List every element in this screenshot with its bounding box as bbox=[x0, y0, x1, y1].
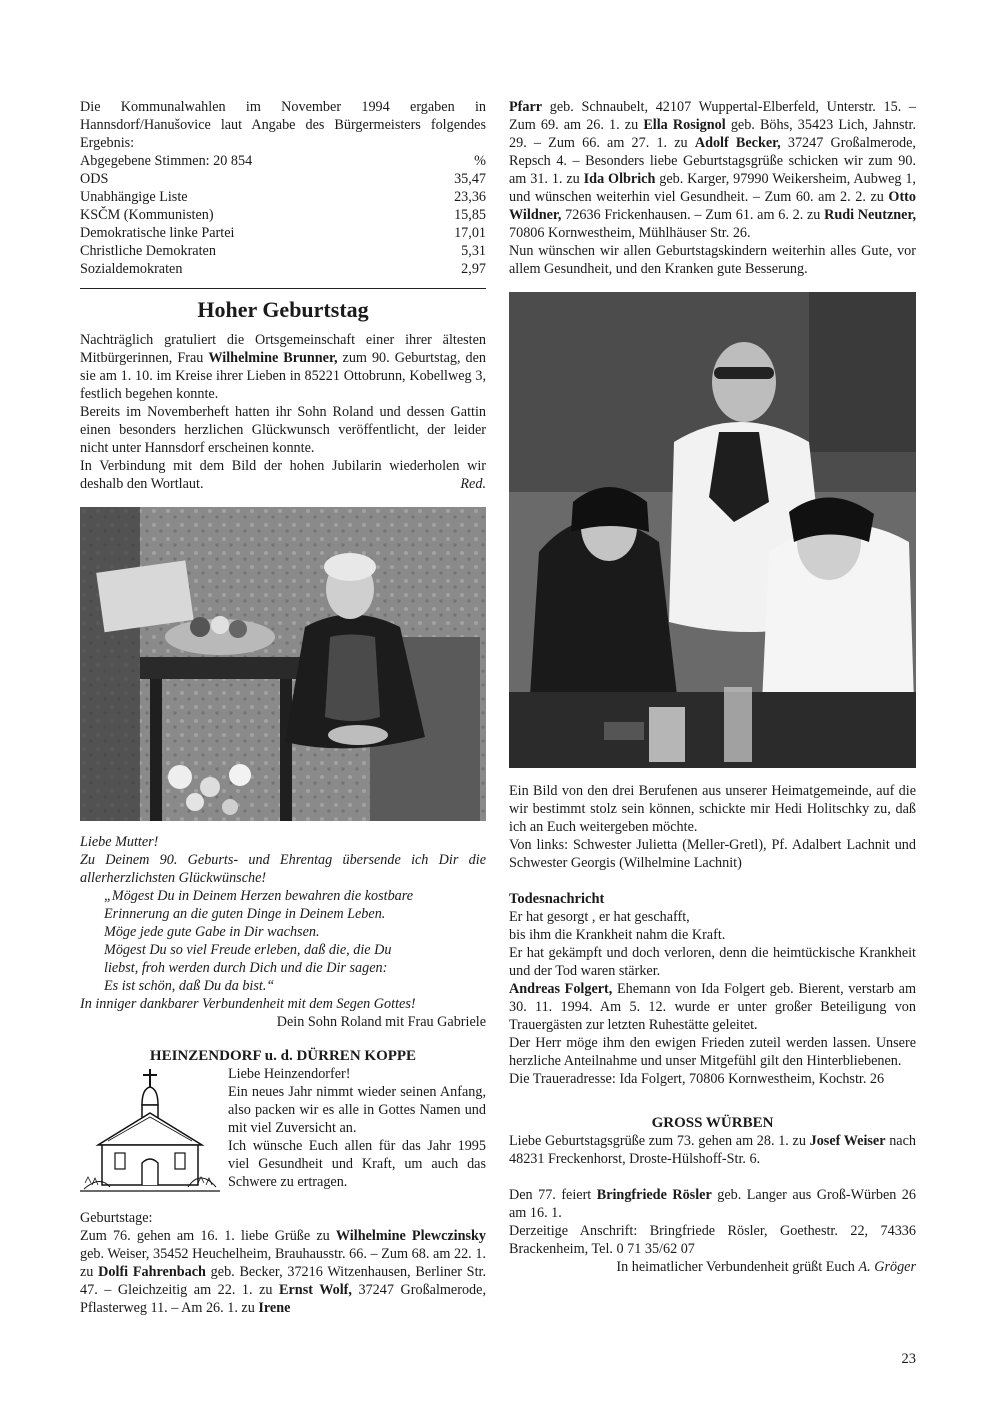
result-label: Christliche Demokraten bbox=[80, 243, 216, 259]
poem-verse: Erinnerung an die guten Dinge in Deinem Leben. bbox=[104, 906, 386, 922]
result-row bbox=[80, 224, 486, 242]
election-results bbox=[80, 98, 486, 278]
result-value: 17,01 bbox=[454, 225, 486, 241]
result-value: 23,36 bbox=[454, 189, 486, 205]
birthday-paragraph: Nachträglich gratuliert die Ortsgemeinschaft einer ihrer ältesten Mitbürgerinnen, Frau Wilhelmine Brunner, zum 90. Geburtstag, den sie am 1. 10. im Kreise ihrer Lieben in 85221 Ottobrunn, Kobellweg 3, festlich begehen konnte. bbox=[80, 332, 486, 402]
gross-wuerben-section bbox=[509, 1114, 916, 1276]
wuerben-paragraph: Den 77. feiert Bringfriede Rösler geb. Langer aus Groß-Würben 26 am 16. 1. bbox=[509, 1187, 916, 1221]
section-divider bbox=[80, 288, 486, 289]
clergy-group-photo bbox=[509, 292, 916, 768]
obituary-line: Der Herr möge ihm den ewigen Frieden zuteil werden lassen. Unsere herzliche Anteilnahme und unser Mitgefühl gilt den Hinterbliebenen. bbox=[509, 1035, 916, 1069]
wuerben-paragraph: Liebe Geburtstagsgrüße zum 73. gehen am 28. 1. zu Josef Weiser nach 48231 Freckenhorst, Droste-Hülshoff-Str. 6. bbox=[509, 1133, 916, 1167]
result-label: KSČM (Kommunisten) bbox=[80, 207, 214, 223]
obituary-line: Er hat gesorgt , er hat geschafft, bbox=[509, 909, 690, 925]
result-value: 35,47 bbox=[454, 171, 486, 187]
obituary-address: Die Traueradresse: Ida Folgert, 70806 Kornwestheim, Kochstr. 26 bbox=[509, 1071, 885, 1087]
result-row bbox=[80, 260, 486, 278]
birthday-title: Hoher Geburtstag bbox=[197, 297, 369, 322]
birthdays-label: Geburtstage: bbox=[80, 1210, 153, 1226]
gross-wuerben-title: GROSS WÜRBEN bbox=[651, 1115, 774, 1131]
heinzendorf-greeting-text bbox=[220, 1065, 486, 1191]
wuerben-address: Derzeitige Anschrift: Bringfriede Rösler, Goethestr. 22, 74336 Brackenheim, Tel. 0 71 35/62 07 bbox=[509, 1223, 916, 1257]
poem-verse: „Mögest Du in Deinem Herzen bewahren die kostbare bbox=[104, 888, 414, 904]
birthday-poem bbox=[80, 833, 486, 1013]
birthdays-continued: Pfarr geb. Schnaubelt, 42107 Wuppertal-Elberfeld, Unterstr. 15. – Zum 69. am 26. 1. zu Ella Rosignol geb. Böhs, 35423 Lich, Jahnstr. 29. – Zum 66. am 27. 1. zu Adolf Becker, 37247 Großalmerode, Repsch 4. – Besonders liebe Geburtstagsgrüße schicken wir zum 90. am 31. 1. zu Ida Olbrich geb. Karger, 97990 Weikersheim, Aubweg 1, und wünschen weiterhin viel Gesundheit. – Zum 60. am 2. 2. zu Otto Wildner, 72636 Frickenhausen. – Zum 61. am 6. 2. zu Rudi Neutzner, 70806 Kornwestheim, Mühlhäuser Str. 26. bbox=[509, 99, 916, 241]
poem-signature: Dein Sohn Roland mit Frau Gabriele bbox=[276, 1014, 486, 1030]
result-row bbox=[80, 152, 486, 170]
obituary-title: Todesnachricht bbox=[509, 891, 605, 907]
greeting-paragraph: Ein neues Jahr nimmt wieder seinen Anfang, also packen wir es alle in Gottes Namen und mit viel Zuversicht an. bbox=[228, 1084, 486, 1136]
birthday-paragraph: Bereits im Novemberheft hatten ihr Sohn Roland und dessen Gattin einen besonders herzlichen Glückwunsch veröffentlicht, der leider nicht unter Hannsdorf erscheinen konnte. bbox=[80, 404, 486, 456]
birthday-paragraph: In Verbindung mit dem Bild der hohen Jubilarin wiederholen wir deshalb den Wortlaut. Red. bbox=[80, 458, 486, 492]
chapel-illustration bbox=[80, 1065, 220, 1195]
jubilee-photo bbox=[80, 507, 486, 821]
obituary-line: bis ihm die Krankheit nahm die Kraft. bbox=[509, 927, 726, 943]
poem-verse: Mögest Du so viel Freude erleben, daß die, die Du bbox=[104, 942, 392, 958]
poem-greeting: Liebe Mutter! bbox=[80, 834, 159, 850]
caption-paragraph: Ein Bild von den drei Berufenen aus unserer Heimatgemeinde, auf die wir bestimmt stolz sein können, schickte mir Hedi Holitschky zu, daß ich an Euch weitergeben möchte. bbox=[509, 783, 916, 835]
result-value: 2,97 bbox=[461, 261, 486, 277]
obituary-paragraph: Andreas Folgert, Ehemann von Ida Folgert geb. Bierent, verstarb am 30. 11. 1994. Am 5. 12. wurde er unter großer Beteiligung von Trauergästen zur letzten Ruhestätte geleitet. bbox=[509, 981, 916, 1033]
result-row bbox=[80, 242, 486, 260]
result-label: Demokratische linke Partei bbox=[80, 225, 235, 241]
poem-dedication: Zu Deinem 90. Geburts- und Ehrentag übersende ich Dir die allerherzlichsten Glückwünsche! bbox=[80, 852, 486, 886]
result-row bbox=[80, 206, 486, 224]
paragraph-gap bbox=[509, 1168, 916, 1186]
greeting-paragraph: Ich wünsche Euch allen für das Jahr 1995 viel Gesundheit und Kraft, um auch das Schwere zu ertragen. bbox=[228, 1138, 486, 1190]
three-clergy-photo bbox=[509, 292, 916, 768]
result-label: Abgegebene Stimmen: 20 854 bbox=[80, 153, 253, 169]
election-intro: Die Kommunalwahlen im November 1994 ergaben in Hannsdorf/Hanušovice laut Angabe des Bürgermeisters folgendes Ergebnis: bbox=[80, 99, 486, 151]
poem-verse: Möge jede gute Gabe in Dir wachsen. bbox=[104, 924, 320, 940]
obituary-line: Er hat gekämpft und doch verloren, denn die heimtückische Krankheit und der Tod waren stärker. bbox=[509, 945, 916, 979]
birthday-wishes: Nun wünschen wir allen Geburtstagskindern weiterhin alles Gute, vor allem Gesundheit, und den Kranken gute Besserung. bbox=[509, 243, 916, 277]
wuerben-signoff: In heimatlicher Verbundenheit grüßt Euch A. Gröger bbox=[616, 1259, 916, 1275]
elderly-woman-photo bbox=[80, 507, 486, 821]
poem-verse: Es ist schön, daß Du da bist.“ bbox=[104, 978, 275, 994]
birthdays-paragraph: Zum 76. gehen am 16. 1. liebe Grüße zu Wilhelmine Plewczinsky geb. Weiser, 35452 Heuchelheim, Brauhausstr. 66. – Zum 68. am 22. 1. zu Dolfi Fahrenbach geb. Becker, 37216 Witzenhausen, Berliner Str. 47. – Gleichzeitig am 22. 1. zu Ernst Wolf, 37247 Großalmerode, Pflasterweg 11. – Am 26. 1. zu Irene bbox=[80, 1228, 486, 1316]
editor-mark: Red. bbox=[460, 476, 486, 492]
heinzendorf-title: HEINZENDORF u. d. DÜRREN KOPPE bbox=[149, 1048, 417, 1064]
page-number: 23 bbox=[901, 1351, 916, 1367]
result-value: 15,85 bbox=[454, 207, 486, 223]
result-value: 5,31 bbox=[461, 243, 486, 259]
photo-caption bbox=[509, 782, 916, 872]
greeting-line: Liebe Heinzendorfer! bbox=[228, 1066, 351, 1082]
honoree-name: Wilhelmine Brunner, bbox=[208, 350, 338, 366]
result-row bbox=[80, 170, 486, 188]
result-label: Sozialdemokraten bbox=[80, 261, 183, 277]
right-column bbox=[509, 98, 916, 1276]
result-row bbox=[80, 188, 486, 206]
result-value: % bbox=[474, 153, 486, 169]
poem-closing: In inniger dankbarer Verbundenheit mit dem Segen Gottes! bbox=[80, 996, 416, 1012]
poem-verse: liebst, froh werden durch Dich und die Dir sagen: bbox=[104, 960, 388, 976]
caption-paragraph: Von links: Schwester Julietta (Meller-Gretl), Pf. Adalbert Lachnit und Schwester Georgis (Wilhelmine Lachnit) bbox=[509, 837, 916, 871]
obituary bbox=[509, 890, 916, 1088]
result-label: Unabhängige Liste bbox=[80, 189, 188, 205]
left-column bbox=[80, 98, 486, 1317]
heinzendorf-intro bbox=[80, 1065, 486, 1195]
result-label: ODS bbox=[80, 171, 109, 187]
